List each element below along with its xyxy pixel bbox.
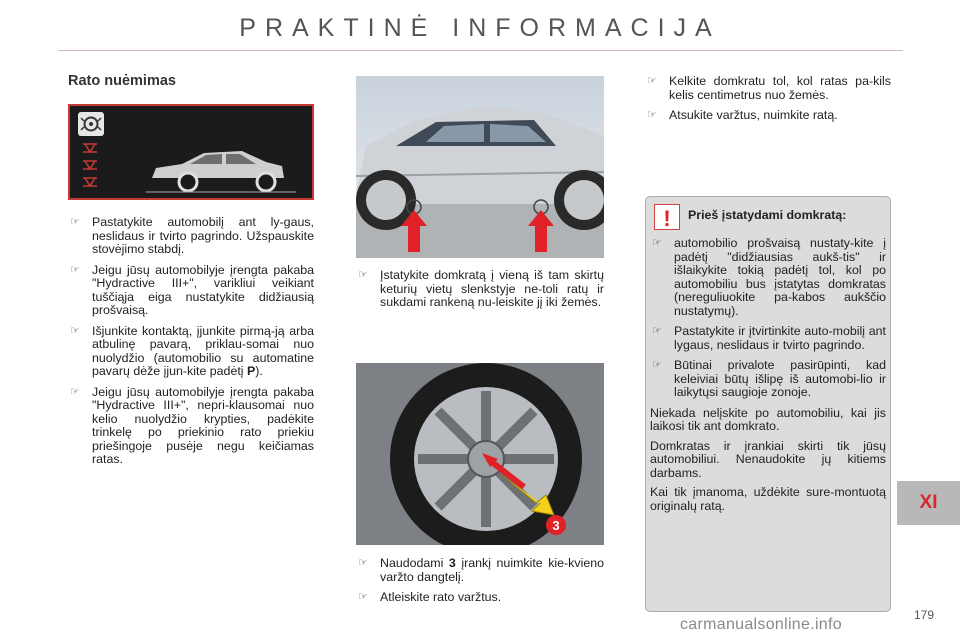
list-item: ☞ Pastatykite ir įtvirtinkite auto-mobilį ant lygaus, neslidaus ir tvirto pagrindo. (652, 324, 886, 352)
watermark: carmanualsonline.info (680, 616, 842, 633)
pointing-hand-icon: ☞ (652, 237, 662, 249)
warning-paragraph: Domkratas ir įrankiai skirti tik jūsų automobiliui. Nenaudokite jų kitiems darbams. (650, 438, 886, 480)
gear-position-letter: P (246, 364, 256, 378)
pointing-hand-icon: ☞ (70, 216, 80, 228)
pointing-hand-icon: ☞ (358, 557, 368, 569)
tool-number-label: 3 (552, 518, 560, 533)
list-item: ☞ Būtinai privalote pasirūpinti, kad keleiviai būtų išlipę iš automobi-lio ir laikytųsi saugioje zonoje. (652, 358, 886, 399)
suspension-display-graphic (70, 106, 312, 198)
list-item: ☞ Pastatykite automobilį ant ly-gaus, neslidaus ir tvirto pagrindo. Užspauskite stovėjimo stabdį. (70, 215, 314, 256)
warning-paragraph: Niekada nelįskite po automobiliu, kai jis laikosi tik ant domkrato. (650, 405, 886, 433)
pointing-hand-icon: ☞ (652, 325, 662, 337)
list-item: ☞ Jeigu jūsų automobilyje įrengta pakaba "Hydractive III+", nepri-klausomai nuo kelio nuolydžio krypties, padėkite trinkelę po priekinio rato priekiu priešingoje pusėje negu keičiamas ratas. (70, 384, 314, 466)
svg-text:!: ! (663, 206, 671, 229)
pointing-hand-icon: ☞ (358, 269, 368, 281)
chapter-tab: XI (897, 481, 960, 525)
suspension-display-illustration (68, 104, 314, 200)
page-number: 179 (914, 608, 935, 622)
list-item: ☞ Naudodami 3 įrankį nuimkite kie-kvieno varžto dangtelį. (358, 556, 605, 584)
list-item: ☞ Kelkite domkratu tol, kol ratas pa-kils kelis centimetrus nuo žemės. (647, 74, 891, 102)
section-title: Rato nuėmimas (68, 73, 176, 89)
warning-icon (654, 204, 680, 230)
list-item: ☞ Jeigu jūsų automobilyje įrengta pakaba "Hydractive III+", varikliui veikiant tuščiąja eiga nustatykite didžiausią prošvaisą. (70, 262, 314, 317)
right-column (645, 75, 891, 130)
car-silhouette-icon (146, 151, 296, 192)
list-item: ☞ Atsukite varžtus, nuimkite ratą. (647, 108, 838, 122)
list-item: ☞ automobilio prošvaisą nustaty-kite į padėtį "didžiausias aukš-tis" ir išlaikykite tokią padėtį tol, kol po automobiliu bus įstatytas domkratas (nereguliuokite pa-kabos aukščio nustatymų). (652, 236, 886, 318)
car-jack-points-photo (356, 76, 604, 258)
jack-instruction (356, 269, 604, 317)
pointing-hand-icon: ☞ (647, 109, 657, 121)
warning-paragraph: Kai tik įmanoma, uždėkite sure-montuotą originalų ratą. (650, 485, 886, 513)
suspension-level-icon-mid (83, 161, 97, 169)
pointing-hand-icon: ☞ (70, 263, 80, 276)
pointing-hand-icon: ☞ (70, 324, 80, 337)
warning-content (650, 237, 886, 519)
list-item: ☞ Įstatykite domkratą į vieną iš tam skirtų keturių vietų slenkstyje ne-toli ratų ir sukdami rankeną nu-leiskite jį iki žemės. (358, 268, 604, 309)
page-header-title: PRAKTINĖ INFORMACIJA (239, 14, 721, 42)
left-column (68, 216, 314, 474)
suspension-level-icon-high (83, 144, 97, 152)
warning-title: Prieš įstatydami domkratą: (688, 208, 847, 222)
list-item: ☞ Išjunkite kontaktą, įjunkite pirmą-ją arba atbulinę pavarą, priklau-somai nuo nuolydžio (automobilio su automatine pavarų dėže įjun-kite padėtį P). (70, 323, 314, 378)
header-divider (58, 50, 903, 51)
wheel-bolt-cap-tool-photo (356, 363, 604, 545)
pointing-hand-icon: ☞ (70, 385, 80, 398)
suspension-level-icon-low (83, 178, 97, 186)
pointing-hand-icon: ☞ (652, 359, 662, 371)
tool-instructions (356, 557, 604, 612)
tool-number: 3 (448, 556, 456, 570)
pointing-hand-icon: ☞ (647, 75, 657, 87)
pointing-hand-icon: ☞ (358, 591, 368, 603)
list-item: ☞ Atleiskite rato varžtus. (358, 590, 502, 604)
